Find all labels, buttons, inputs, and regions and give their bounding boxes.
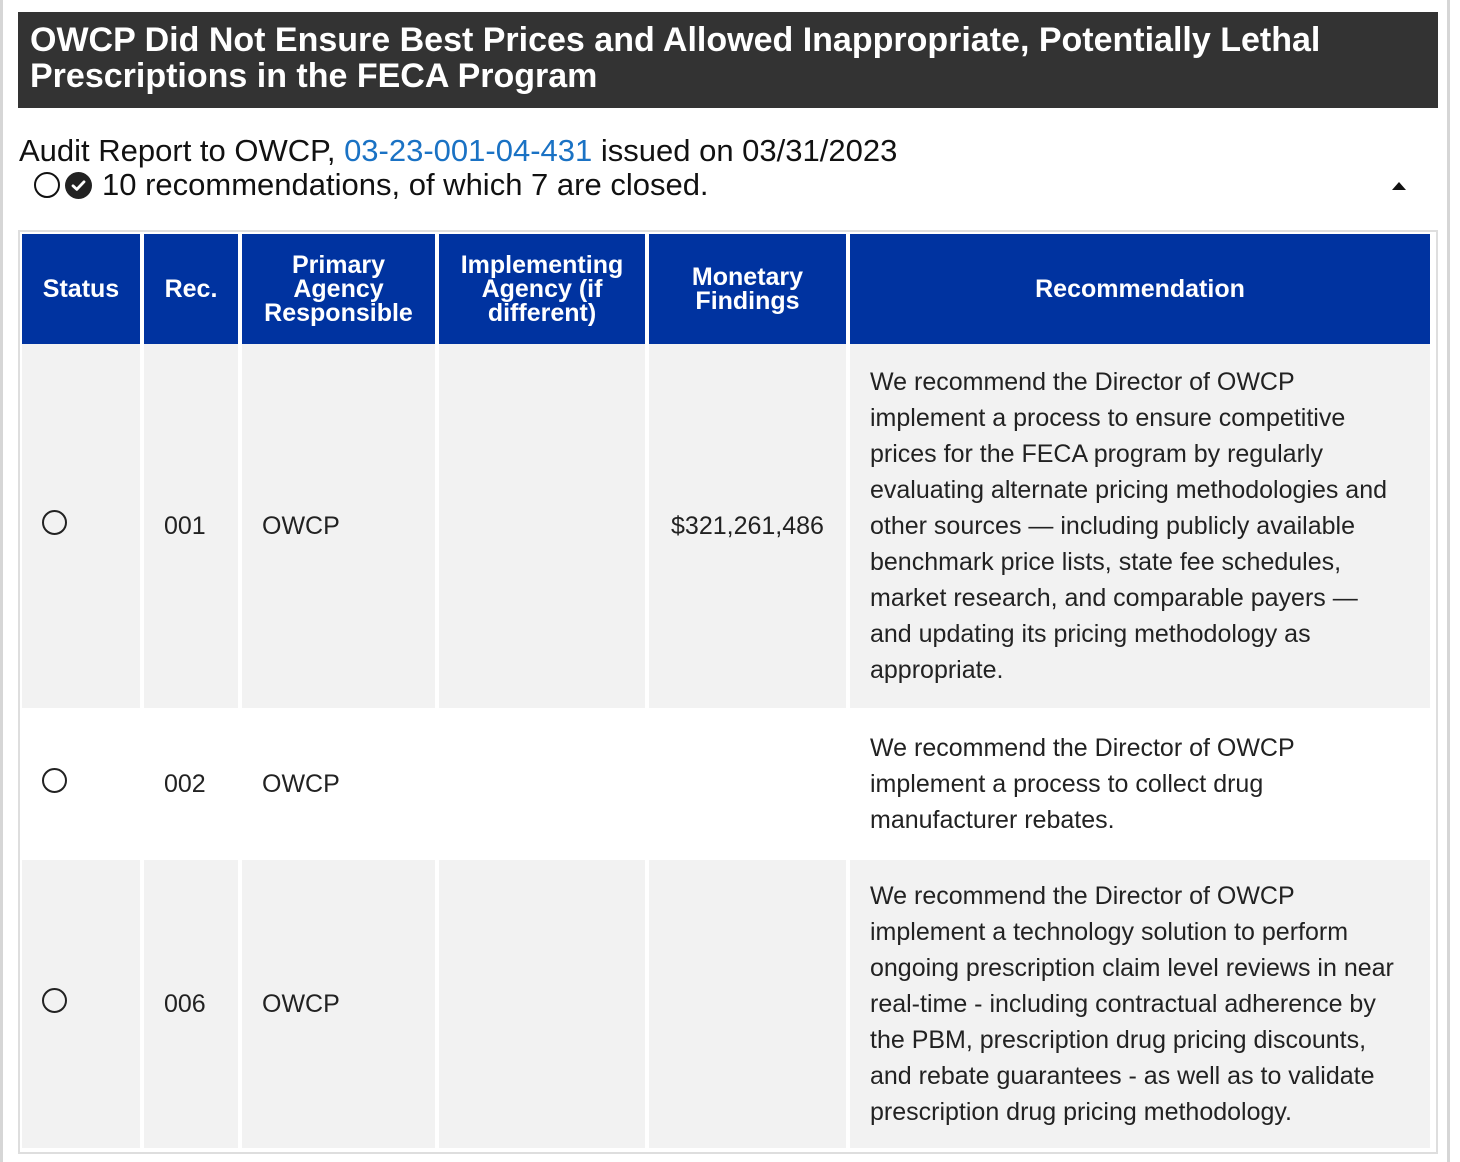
table-row [22,344,1430,708]
header-monetary-findings: Monetary Findings [649,234,846,344]
recommendations-table-container [18,230,1438,1154]
implementing-agency-cell [439,860,645,1148]
rec-cell: 006 [144,860,238,1148]
rec-cell: 001 [144,344,238,708]
header-rec: Rec. [144,234,238,344]
monetary-findings-cell [649,860,846,1148]
rec-cell: 002 [144,708,238,860]
status-cell [22,860,140,1148]
table-row [22,708,1430,860]
monetary-findings-cell [649,708,846,860]
report-meta-prefix: Audit Report to OWCP, [19,133,345,168]
report-meta [19,132,897,170]
recommendation-cell: We recommend the Director of OWCP implement a technology solution to perform ongoing prescription claim level reviews in near real-time - including contractual adherence by the PBM, prescription drug pricing discounts, and rebate guarantees - as well as to validate prescription drug pricing methodology. [850,860,1430,1148]
primary-agency-cell: OWCP [242,708,435,860]
status-cell [22,344,140,708]
report-meta-suffix: issued on 03/31/2023 [592,133,898,168]
report-number-link[interactable]: 03-23-001-04-431 [344,133,593,168]
monetary-findings-cell: $321,261,486 [649,344,846,708]
open-circle-icon [42,988,67,1013]
recommendation-cell: We recommend the Director of OWCP implement a process to ensure competitive prices for the FECA program by regularly evaluating alternate pricing methodologies and other sources — including publicly available benchmark price lists, state fee schedules, market research, and comparable payers — and updating its pricing methodology as appropriate. [850,344,1430,708]
table-row [22,860,1430,1148]
collapse-toggle-button[interactable] [1388,178,1410,194]
implementing-agency-cell [439,344,645,708]
caret-up-icon [1388,178,1410,194]
open-circle-icon [34,172,60,198]
header-primary-agency: Primary Agency Responsible [242,234,435,344]
check-circle-icon [65,172,92,199]
header-status: Status [22,234,140,344]
table-header-row [22,234,1430,344]
recommendation-cell: We recommend the Director of OWCP implement a process to collect drug manufacturer rebates. [850,708,1430,860]
primary-agency-cell: OWCP [242,344,435,708]
primary-agency-cell: OWCP [242,860,435,1148]
open-circle-icon [42,510,67,535]
recommendation-summary [34,166,709,204]
recommendations-table [18,234,1434,1148]
open-circle-icon [42,768,67,793]
implementing-agency-cell [439,708,645,860]
header-recommendation: Recommendation [850,234,1430,344]
report-title: OWCP Did Not Ensure Best Prices and Allowed Inappropriate, Potentially Lethal Prescriptions in the FECA Program [30,21,1321,95]
summary-text: 10 recommendations, of which 7 are closed. [102,167,709,202]
status-cell [22,708,140,860]
header-implementing-agency: Implementing Agency (if different) [439,234,645,344]
report-title-bar [18,12,1438,108]
